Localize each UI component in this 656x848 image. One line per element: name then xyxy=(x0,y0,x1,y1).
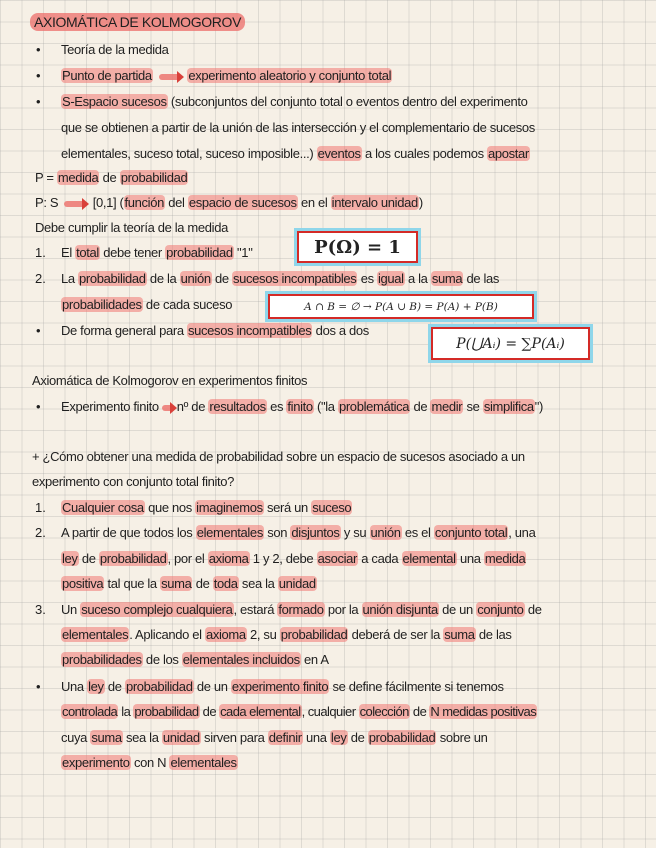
section-title-finite: Axiomática de Kolmogorov en experimentos finitos xyxy=(32,373,308,388)
bullet-dot: • xyxy=(36,68,41,83)
list-number: 1. xyxy=(35,245,46,260)
bullet-theory: Teoría de la medida xyxy=(61,42,169,57)
bullet-finite-experiment: Experimento finito nº de resultados es finito ("la problemática de medir se simplifica") xyxy=(61,399,544,414)
list-number: 2. xyxy=(35,271,46,286)
question-l1: + ¿Cómo obtener una medida de probabilidad sobre un espacio de sucesos asociado a un xyxy=(32,449,525,464)
answer-2-l2: ley de probabilidad, por el axioma 1 y 2, debe asociar a cada elemental una medida xyxy=(62,551,526,566)
p-measure-line: P = medida de probabilidad xyxy=(35,170,188,185)
arrow-icon xyxy=(159,74,181,80)
bullet-starting-point: Punto de partida experimento aleatorio y conjunto total xyxy=(62,68,392,83)
axiom-2-l2: probabilidades de cada suceso xyxy=(62,297,233,312)
formula-box-3: P(⋃Aᵢ) = ∑P(Aᵢ) xyxy=(431,327,590,360)
bullet-sample-space-l1: S-Espacio sucesos (subconjuntos del conjunto total o eventos dentro del experimento xyxy=(62,94,528,109)
bullet-dot: • xyxy=(36,399,41,414)
bullet-law-l2: controlada la probabilidad de cada elemental, cualquier colección de N medidas positivas xyxy=(62,704,537,719)
bullet-sample-space-l2: que se obtienen a partir de la unión de las intersección y el complementario de sucesos xyxy=(61,120,535,135)
bullet-general-case: De forma general para sucesos incompatibles dos a dos xyxy=(61,323,369,338)
bullet-law-l1: Una ley de probabilidad de un experimento finito se define fácilmente si tenemos xyxy=(61,679,504,694)
axiom-1: El total debe tener probabilidad "1" xyxy=(61,245,253,260)
list-number: 2. xyxy=(35,525,46,540)
bullet-sample-space-l3: elementales, suceso total, suceso imposible...) eventos a los cuales podemos apostar xyxy=(61,146,529,161)
answer-3-l3: probabilidades de los elementales incluidos en A xyxy=(62,652,329,667)
answer-2-l1: A partir de que todos los elementales son disjuntos y su unión es el conjunto total, una xyxy=(61,525,536,540)
formula-box-1: P(Ω) = 1 xyxy=(297,231,418,263)
list-number: 3. xyxy=(35,602,46,617)
list-number: 1. xyxy=(35,500,46,515)
answer-3-l2: elementales. Aplicando el axioma 2, su probabilidad deberá de ser la suma de las xyxy=(62,627,512,642)
page-title: AXIOMÁTICA DE KOLMOGOROV xyxy=(30,13,245,31)
bullet-dot: • xyxy=(36,679,41,694)
answer-1: Cualquier cosa que nos imaginemos será un suceso xyxy=(62,500,352,515)
answer-3-l1: Un suceso complejo cualquiera, estará formado por la unión disjunta de un conjunto de xyxy=(61,602,542,617)
answer-2-l3: positiva tal que la suma de toda sea la unidad xyxy=(62,576,316,591)
bullet-dot: • xyxy=(36,42,41,57)
p-function-line: P: S [0,1] (función del espacio de sucesos en el intervalo unidad) xyxy=(35,195,423,210)
question-l2: experimento con conjunto total finito? xyxy=(32,474,235,489)
bullet-law-l4: experimento con N elementales xyxy=(62,755,237,770)
bullet-dot: • xyxy=(36,323,41,338)
bullet-dot: • xyxy=(36,94,41,109)
bullet-law-l3: cuya suma sea la unidad sirven para definir una ley de probabilidad sobre un xyxy=(61,730,488,745)
axiom-2-l1: La probabilidad de la unión de sucesos incompatibles es igual a la suma de las xyxy=(61,271,500,286)
formula-box-2: A ∩ B = ∅ → P(A ∪ B) = P(A) + P(B) xyxy=(268,294,534,319)
arrow-icon xyxy=(162,405,174,411)
arrow-icon xyxy=(64,201,86,207)
must-satisfy-line: Debe cumplir la teoría de la medida xyxy=(35,220,228,235)
